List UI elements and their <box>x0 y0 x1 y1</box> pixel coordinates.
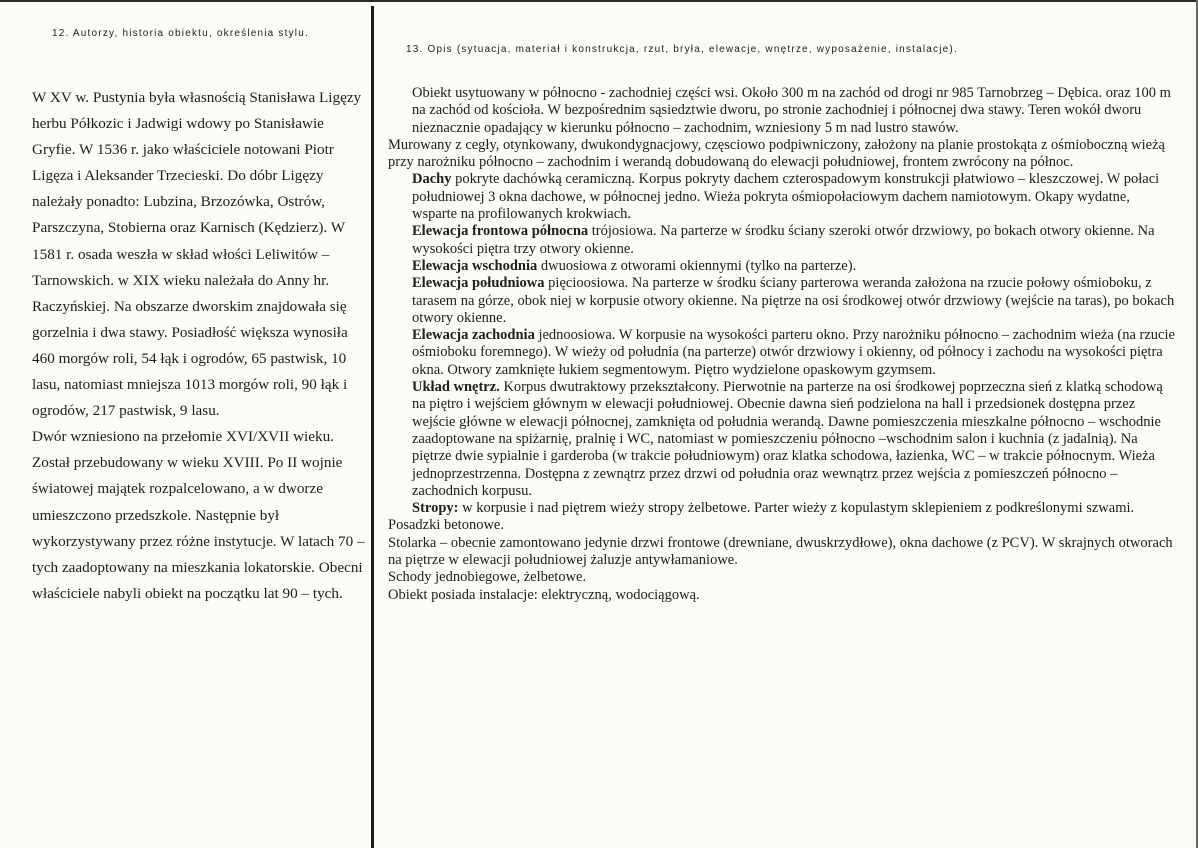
description-column <box>388 36 1178 604</box>
description-paragraph <box>388 327 1178 379</box>
description-paragraph <box>388 587 1178 604</box>
description-paragraph <box>388 379 1178 500</box>
description-paragraph <box>388 275 1178 327</box>
paragraph-text: jednoosiowa. W korpusie na wysokości parteru okno. Przy narożniku północno – zachodnim wieża (na rzucie ośmioboku foremnego). W wieży od południa (na parterze) otwór drzwiowy i okienny, od północy i zachodu na wysokości piętra okna. Otwory zamknięte łukiem segmentowym. Piętro wydzielone opaskowym gzymsem. <box>412 327 1175 378</box>
paragraph-text: pięcioosiowa. Na parterze w środku ściany parterowa weranda założona na rzucie połowy ośmioboku, z tarasem na górze, obok niej w korpusie otwory okienne. Na piętrze na osi środkowej otwór drzwiowy (wejście na taras), po bokach otwory okienne. <box>412 275 1175 326</box>
description-paragraph <box>388 500 1178 517</box>
section-heading: Dachy <box>412 171 452 188</box>
section-heading: Stropy: <box>412 500 459 517</box>
history-paragraph: Dwór wzniesiono na przełomie XVI/XVII wieku. Został przebudowany w wieku XVIII. Po II wojnie światowej majątek rozpalcelowano, a w dworze umieszczono przedszkole. Następnie był wykorzystywany przez różne instytucje. W latach 70 – tych zaadoptowany na mieszkania lokatorskie. Obecni właściciele nabyli obiekt na początku lat 90 – tych. <box>32 428 365 602</box>
paragraph-text: Murowany z cegły, otynkowany, dwukondygnacjowy, częsciowo podpiwniczony, założony na planie prostokąta z ośmioboczną wieżą przy narożniku północno – zachodnim i werandą dobudowaną do elewacji południowej, frontem zwrócony na północ. <box>388 136 1165 171</box>
description-paragraph <box>388 137 1178 172</box>
paragraph-text: pokryte dachówką ceramiczną. Korpus pokryty dachem czterospadowym konstrukcji płatwiowo – kleszczowej. W połaci południowej 3 okna dachowe, w północnej jedno. Wieża pokryta ośmiopołaciowym dachem namiotowym. Okapy wydatne, wsparte na profilowanych krokwiach. <box>412 171 1160 223</box>
section-heading: Elewacja wschodnia <box>412 257 538 274</box>
section-heading: Układ wnętrz. <box>412 379 500 396</box>
paragraph-text: Stolarka – obecnie zamontowano jedynie drzwi frontowe (drewniane, dwuskrzydłowe), okna dachowe (z PCV). W skrajnych otworach na piętrze w elewacji południowej żaluzje antywłamaniowe. <box>388 534 1173 569</box>
paragraph-text: Posadzki betonowe. <box>388 517 504 534</box>
section-heading: Elewacja zachodnia <box>412 327 535 344</box>
paragraph-text: Obiekt usytuowany w północno - zachodniej części wsi. Około 300 m na zachód od drogi nr 985 Tarnobrzeg – Dębica. oraz 100 m na zachód od kościoła. W bezpośrednim sąsiedztwie dworu, po stronie zachodniej i północnej dwa stawy. Teren wokół dworu nieznacznie opadający w kierunku północno – zachodnim, wzniesiony 5 m nad lustro stawów. <box>412 85 1171 136</box>
paragraph-text: Schody jednobiegowe, żelbetowe. <box>388 569 587 586</box>
description-paragraph <box>388 171 1178 223</box>
description-header: 13. Opis (sytuacja, materiał i konstrukcja, rzut, bryła, elewacje, wnętrze, wyposażenie, instalacje). <box>406 44 958 55</box>
description-paragraph <box>388 569 1178 586</box>
section-heading: Elewacja frontowa północna <box>412 223 589 240</box>
paragraph-text: w korpusie i nad piętrem wieży stropy żelbetowe. Parter wieży z kopulastym sklepieniem z podkreślonymi szwami. <box>458 500 1135 517</box>
section-heading: Elewacja południowa <box>412 275 545 292</box>
description-paragraph <box>388 258 1178 275</box>
page-top-border <box>0 0 1198 2</box>
history-column <box>32 28 368 607</box>
description-paragraph <box>388 223 1178 258</box>
paragraph-text: Korpus dwutraktowy przekształcony. Pierwotnie na parterze na osi środkowej poprzeczna sień z klatką schodową na piętro i wejściem głównym w elewacji południowej. Obecnie dawna sień podzielona na hall i przedsionek dostępna przez wejście główne w elewacji północnej, zamknięta od południa werandą. Dawne pomieszczenia mieszkalne północno – wschodnie zaadoptowane na spiżarnię, pralnię i WC, natomiast w pomieszczeniu północno –wschodnim salon i kuchnia (z jadalnią). Na piętrze dwie sypialnie i garderoba (w trakcie południowym) oraz klatka schodowa, łazienka, WC – w trakcie północnym. Wieża jednoprzestrzenna. Dostępna z zewnątrz przez drzwi od południa oraz wewnątrz przez wejścia z pomieszczeń północno – zachodnich korpusu. <box>412 379 1163 499</box>
paragraph-text: Obiekt posiada instalacje: elektryczną, wodociągową. <box>388 586 700 603</box>
paragraph-text: trójosiowa. Na parterze w środku ściany szeroki otwór drzwiowy, po bokach otwory okienne. Na wysokości piętra trzy otwory okienne. <box>412 223 1155 257</box>
history-text <box>32 85 368 607</box>
paragraph-text: dwuosiowa z otworami okiennymi (tylko na parterze). <box>537 257 857 274</box>
description-paragraph <box>388 517 1178 534</box>
column-divider <box>371 6 374 848</box>
description-text <box>388 85 1178 604</box>
description-paragraph <box>388 535 1178 570</box>
description-paragraph <box>388 85 1178 137</box>
history-header: 12. Autorzy, historia obiektu, określenia stylu. <box>52 28 309 39</box>
history-paragraph: W XV w. Pustynia była własnością Stanisława Ligęzy herbu Półkozic i Jadwigi wdowy po Stanisławie Gryfie. W 1536 r. jako właściciele notowani Piotr Ligęza i Aleksander Trzecieski. Do dóbr Ligęzy należały ponadto: Lubzina, Brzozówka, Ostrów, Parszczyna, Stobierna oraz Karnisch (Kędzierz). W 1581 r. osada weszła w skład włości Leliwitów – Tarnowskich. w XIX wieku należała do Anny hr. Raczyńskiej. Na obszarze dworskim znajdowała się gorzelnia i dwa stawy. Posiadłość większa wynosiła 460 morgów roli, 54 łąk i ogrodów, 65 pastwisk, 10 lasu, natomiast mniejsza 1013 morgów roli, 90 łąk i ogrodów, 217 pastwisk, 9 lasu. <box>32 89 362 420</box>
